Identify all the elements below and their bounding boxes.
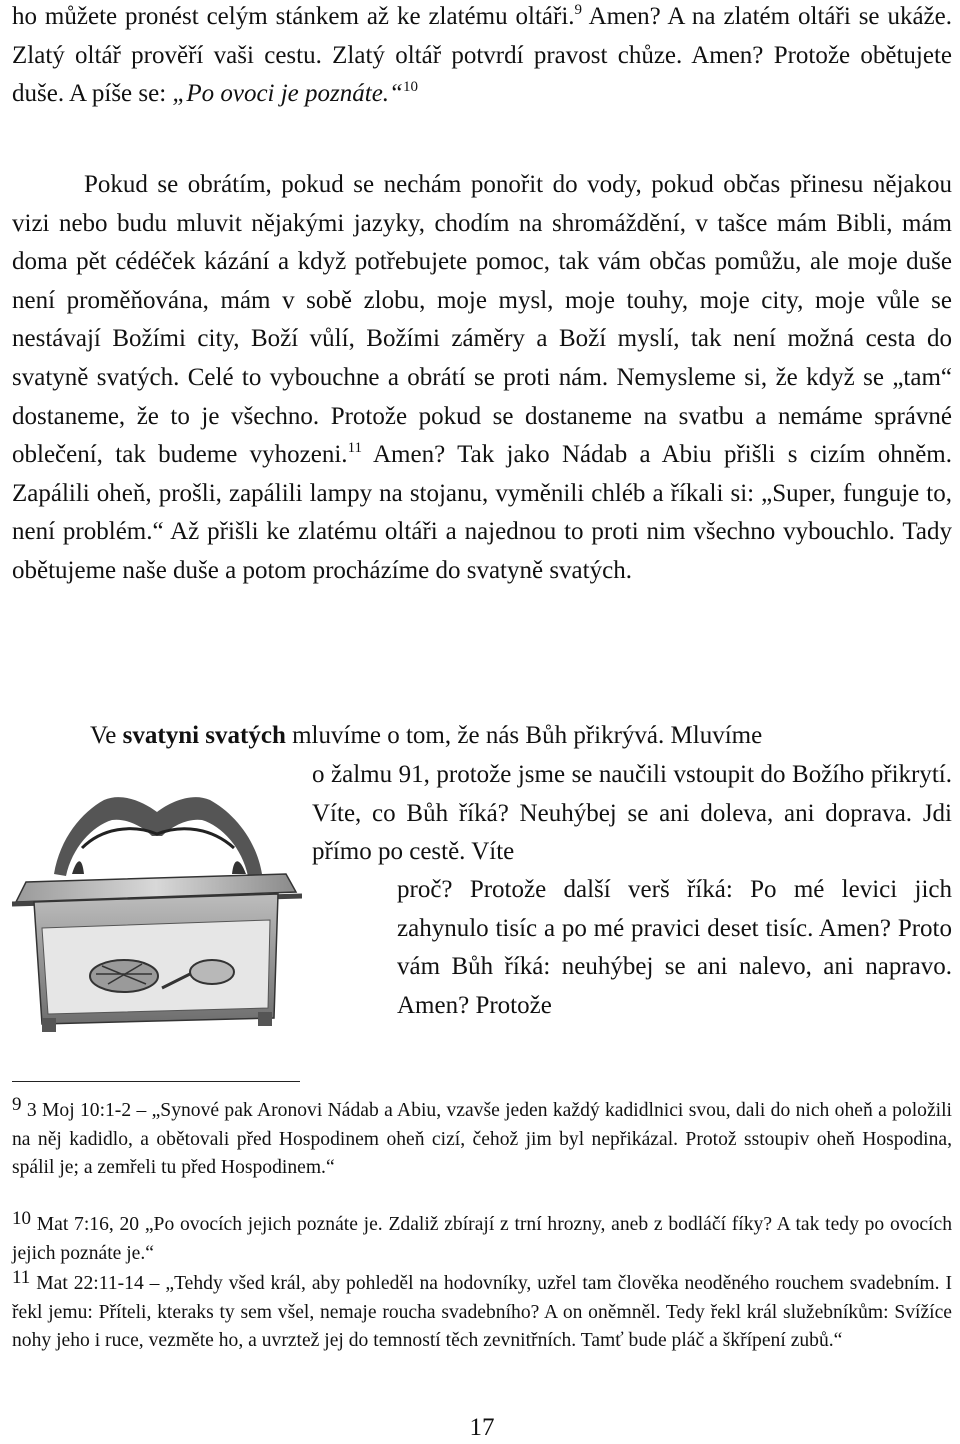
bowl [190, 960, 234, 984]
footnote-number: 10 [12, 1208, 31, 1229]
footnote-9 [12, 1094, 952, 1183]
footnote-11 [12, 1267, 952, 1356]
footnote-text: Mat 22:11-14 – „Tehdy všed král, aby pohleděl na hodovníky, uzřel tam člověka neoděného rouchem svadebním. I řekl jemu: Příteli, kteraks ty sem všel, nemaje roucha svadebního? A on oněmněl. Tedy řekl král služebníkům: Svížíce nohy jeho i ruce, vezměte ho, a uvrztež jej do temností těch zevnitřních. Tamť bude pláč a škřípení zubů.“ [12, 1273, 952, 1351]
paragraph-3-lead [12, 717, 952, 756]
paragraph-3-lead-b: mluvíme o tom, že nás Bůh přikrývá. Mluvíme [285, 722, 763, 749]
footnote-10 [12, 1208, 952, 1268]
footnote-ref-9[interactable]: 9 [574, 2, 583, 18]
page-number: 17 [469, 1414, 495, 1441]
footnote-text: Mat 7:16, 20 „Po ovocích jejich poznáte je. Zdaliž zbírají z trní hrozny, aneb z bodláčí fíky? A tak tedy po ovocích jejich poznáte je.“ [12, 1214, 952, 1264]
footnote-text: 3 Moj 10:1-2 – „Synové pak Aronovi Nádab a Abiu, vzavše jeden každý kadidlnici svou, dali do nich oheň a položili na něj kadidlo, a obětovali před Hospodinem oheň cizí, čehož jim byl nepřikázal. Protož sstoupiv oheň Hospodina, spálil je; a zemřeli tu před Hospodinem.“ [12, 1100, 952, 1178]
paragraph-1-text-a: ho můžete pronést celým stánkem až ke zlatému oltáři. [12, 3, 575, 30]
paragraph-3-indent-1: o žalmu 91, protože jsme se naučili vstoupit do Božího přikrytí. Víte, co Bůh říká? Neuhýbej se ani doleva, ani doprava. Jdi přímo po cestě. Víte [312, 761, 952, 866]
bold-term: svatyni svatých [122, 722, 286, 749]
paragraph-2-text-a: Pokud se obrátím, pokud se nechám ponořit do vody, pokud občas přinesu nějakou vizi nebo budu mluvit nějakými jazyky, chodím na shromáždění, v tašce mám Bibli, mám doma pět cédéček kázání a když potřebujete pomoc, tak vám občas pomůžu, ale moje duše není proměňována, mám v sobě zlobu, moje mysl, moje touhy, moje city, moje vůle se nestávají Božími city, Boží vůlí, Božími záměry a Boží myslí, tak není možná cesta do svatyně svatých. Celé to vybouchne a obrátí se proti nám. Nemysleme si, že když se „tam“ dostaneme, že to je všechno. Protože pokud se dostaneme na svatbu a nemáme správné oblečení, tak budeme vyhozeni. [12, 171, 952, 469]
paragraph-2-text-b: Amen? Tak jako Nádab a Abiu přišli s cizím ohněm. Zapálili oheň, prošli, zapálili lampy na stojanu, vyměnili chléb a říkali si: „Super, funguje to, není problém.“ Až přišli ke zlatému oltáři a najednou to proti nim všechno vybouchlo. Tady obětujeme naše duše a potom procházíme do svatyně svatých. [12, 441, 952, 584]
footnote-number: 9 [12, 1094, 22, 1115]
censer [90, 960, 158, 992]
footnote-ref-10[interactable]: 10 [402, 79, 418, 96]
paragraph-3-indent-2: proč? Protože další verš říká: Po mé levici jich zahynulo tisíc a po mé pravici deset tisíc. Amen? Proto vám Bůh říká: neuhýbej se ani nalevo, ani napravo. Amen? Protože [397, 876, 952, 1019]
footnote-ref-11[interactable]: 11 [347, 440, 363, 457]
footnote-rule [12, 1081, 300, 1082]
paragraph-1-text-b: Amen? A na zlatém oltáři se ukáže. Zlatý oltář prověří vaši cestu. Zlatý oltář potvrdí pravost chůze. Amen? Protože obětujete duše. A píše se: [12, 3, 952, 108]
cherub-wings [54, 797, 262, 876]
paragraph-1 [12, 0, 952, 114]
paragraph-3-lead-a: Ve [90, 722, 123, 749]
altar-illustration [12, 778, 302, 1036]
paragraph-2 [12, 166, 952, 591]
footnote-number: 11 [12, 1267, 31, 1288]
quote-po-ovoci: „Po ovoci je poznáte.“ [172, 80, 403, 108]
